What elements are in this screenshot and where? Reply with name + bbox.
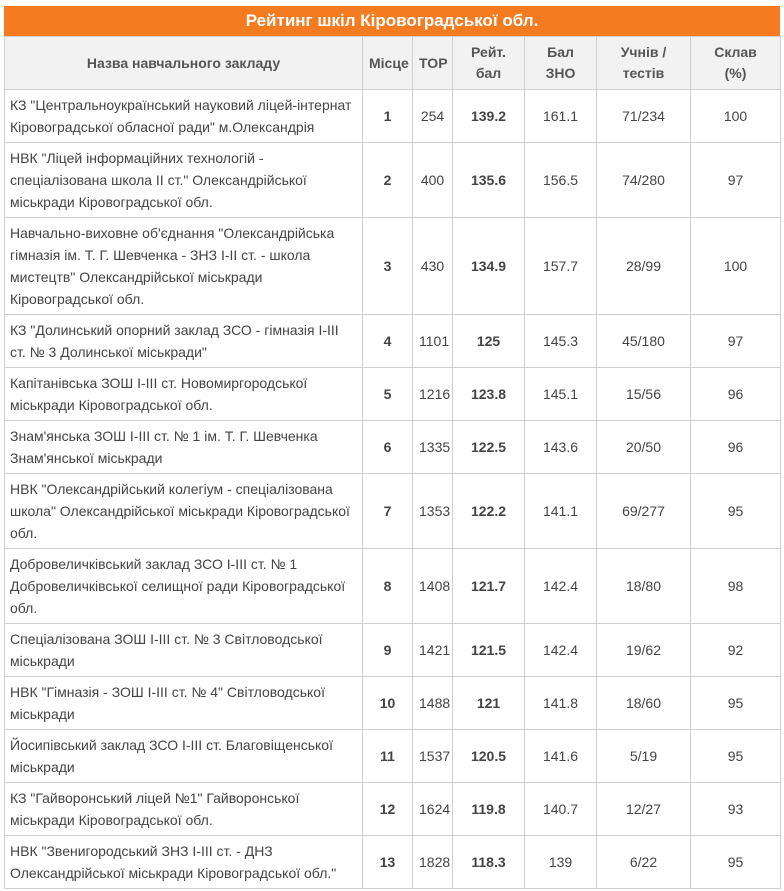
header-score-line2: бал <box>475 65 502 81</box>
cell-score: 121.5 <box>453 624 525 677</box>
cell-score: 118.3 <box>453 836 525 889</box>
header-score-line1: Рейт. <box>471 44 506 60</box>
cell-name: КЗ "Гайворонський ліцей №1" Гайворонської міськради Кіровоградської обл. <box>5 783 363 836</box>
header-name: Назва навчального закладу <box>5 37 363 90</box>
cell-top: 1828 <box>413 836 453 889</box>
table-row <box>5 836 781 889</box>
cell-place: 7 <box>363 474 413 549</box>
table-header-row <box>5 37 781 90</box>
header-zno <box>525 37 597 90</box>
cell-name: Добровеличківський заклад ЗСО І-ІІІ ст. № 1 Добровеличківської селищної ради Кіровоградської обл. <box>5 549 363 624</box>
cell-students: 6/22 <box>597 836 691 889</box>
cell-students: 5/19 <box>597 730 691 783</box>
cell-place: 9 <box>363 624 413 677</box>
cell-share: 97 <box>691 315 781 368</box>
table-row <box>5 368 781 421</box>
table-row <box>5 90 781 143</box>
cell-share: 96 <box>691 421 781 474</box>
cell-top: 1421 <box>413 624 453 677</box>
cell-place: 2 <box>363 143 413 218</box>
cell-score: 119.8 <box>453 783 525 836</box>
cell-top: 430 <box>413 218 453 315</box>
table-row <box>5 677 781 730</box>
cell-top: 400 <box>413 143 453 218</box>
cell-students: 18/60 <box>597 677 691 730</box>
cell-share: 92 <box>691 624 781 677</box>
cell-name: Навчально-виховне об'єднання "Олександрійська гімназія ім. Т. Г. Шевченка - ЗНЗ І-ІІ ст. - школа мистецтв" Олександрійської міськради Кіровоградської обл. <box>5 218 363 315</box>
cell-students: 20/50 <box>597 421 691 474</box>
cell-share: 95 <box>691 474 781 549</box>
cell-score: 121 <box>453 677 525 730</box>
cell-name: Знам'янська ЗОШ І-ІІІ ст. № 1 ім. Т. Г. Шевченка Знам'янської міськради <box>5 421 363 474</box>
cell-zno: 161.1 <box>525 90 597 143</box>
table-title: Рейтинг шкіл Кіровоградської обл. <box>4 6 780 36</box>
cell-place: 4 <box>363 315 413 368</box>
cell-zno: 156.5 <box>525 143 597 218</box>
cell-share: 98 <box>691 549 781 624</box>
table-row <box>5 218 781 315</box>
cell-top: 1216 <box>413 368 453 421</box>
cell-zno: 140.7 <box>525 783 597 836</box>
cell-name: Капітанівська ЗОШ І-ІІІ ст. Новомиргородської міськради Кіровоградської обл. <box>5 368 363 421</box>
cell-top: 1353 <box>413 474 453 549</box>
table-row <box>5 474 781 549</box>
cell-place: 11 <box>363 730 413 783</box>
cell-top: 1624 <box>413 783 453 836</box>
header-top: TOP <box>413 37 453 90</box>
table-row <box>5 421 781 474</box>
table-row <box>5 730 781 783</box>
cell-score: 125 <box>453 315 525 368</box>
header-students <box>597 37 691 90</box>
cell-name: КЗ "Центральноукраїнський науковий ліцей-інтернат Кіровоградської обласної ради" м.Олександрія <box>5 90 363 143</box>
cell-name: НВК "Олександрійський колегіум - спеціалізована школа" Олександрійської міськради Кіровоградської обл. <box>5 474 363 549</box>
ranking-table <box>4 36 781 889</box>
cell-top: 254 <box>413 90 453 143</box>
cell-name: НВК "Гімназія - ЗОШ І-ІІІ ст. № 4" Світловодської міськради <box>5 677 363 730</box>
cell-students: 12/27 <box>597 783 691 836</box>
cell-zno: 139 <box>525 836 597 889</box>
cell-place: 6 <box>363 421 413 474</box>
cell-place: 1 <box>363 90 413 143</box>
cell-students: 15/56 <box>597 368 691 421</box>
header-place: Місце <box>363 37 413 90</box>
cell-place: 12 <box>363 783 413 836</box>
cell-zno: 141.6 <box>525 730 597 783</box>
table-row <box>5 783 781 836</box>
header-score <box>453 37 525 90</box>
cell-students: 18/80 <box>597 549 691 624</box>
cell-share: 93 <box>691 783 781 836</box>
cell-place: 5 <box>363 368 413 421</box>
cell-share: 95 <box>691 730 781 783</box>
table-row <box>5 143 781 218</box>
header-share-line1: Склав <box>714 44 757 60</box>
cell-share: 95 <box>691 836 781 889</box>
cell-zno: 141.8 <box>525 677 597 730</box>
cell-zno: 142.4 <box>525 549 597 624</box>
cell-score: 123.8 <box>453 368 525 421</box>
table-row <box>5 549 781 624</box>
cell-share: 100 <box>691 90 781 143</box>
cell-top: 1408 <box>413 549 453 624</box>
table-row <box>5 315 781 368</box>
cell-score: 122.5 <box>453 421 525 474</box>
cell-score: 121.7 <box>453 549 525 624</box>
cell-share: 97 <box>691 143 781 218</box>
cell-zno: 143.6 <box>525 421 597 474</box>
header-zno-line2: ЗНО <box>545 65 576 81</box>
header-share <box>691 37 781 90</box>
cell-score: 134.9 <box>453 218 525 315</box>
cell-students: 74/280 <box>597 143 691 218</box>
cell-place: 3 <box>363 218 413 315</box>
cell-share: 100 <box>691 218 781 315</box>
cell-score: 139.2 <box>453 90 525 143</box>
cell-students: 19/62 <box>597 624 691 677</box>
cell-students: 45/180 <box>597 315 691 368</box>
cell-top: 1335 <box>413 421 453 474</box>
header-share-line2: (%) <box>724 65 747 81</box>
cell-score: 120.5 <box>453 730 525 783</box>
cell-top: 1488 <box>413 677 453 730</box>
cell-name: Спеціалізована ЗОШ І-ІІІ ст. № 3 Світловодської міськради <box>5 624 363 677</box>
header-students-line1: Учнів / <box>620 44 667 60</box>
cell-zno: 145.3 <box>525 315 597 368</box>
cell-place: 10 <box>363 677 413 730</box>
cell-students: 71/234 <box>597 90 691 143</box>
cell-top: 1101 <box>413 315 453 368</box>
cell-score: 135.6 <box>453 143 525 218</box>
cell-zno: 142.4 <box>525 624 597 677</box>
cell-place: 13 <box>363 836 413 889</box>
cell-score: 122.2 <box>453 474 525 549</box>
cell-top: 1537 <box>413 730 453 783</box>
cell-name: НВК "Ліцей інформаційних технологій - спеціалізована школа ІІ ст." Олександрійської міськради Кіровоградської обл. <box>5 143 363 218</box>
cell-name: Йосипівський заклад ЗСО І-ІІІ ст. Благовіщенської міськради <box>5 730 363 783</box>
cell-students: 69/277 <box>597 474 691 549</box>
cell-students: 28/99 <box>597 218 691 315</box>
cell-share: 95 <box>691 677 781 730</box>
cell-zno: 141.1 <box>525 474 597 549</box>
cell-place: 8 <box>363 549 413 624</box>
header-students-line2: тестів <box>622 65 665 81</box>
cell-name: НВК "Звенигородський ЗНЗ І-ІІІ ст. - ДНЗ Олександрійської міськради Кіровоградської обл." <box>5 836 363 889</box>
cell-name: КЗ "Долинський опорний заклад ЗСО - гімназія І-ІІІ ст. № 3 Долинської міськради" <box>5 315 363 368</box>
cell-zno: 145.1 <box>525 368 597 421</box>
header-zno-line1: Бал <box>547 44 574 60</box>
cell-zno: 157.7 <box>525 218 597 315</box>
cell-share: 96 <box>691 368 781 421</box>
table-row <box>5 624 781 677</box>
